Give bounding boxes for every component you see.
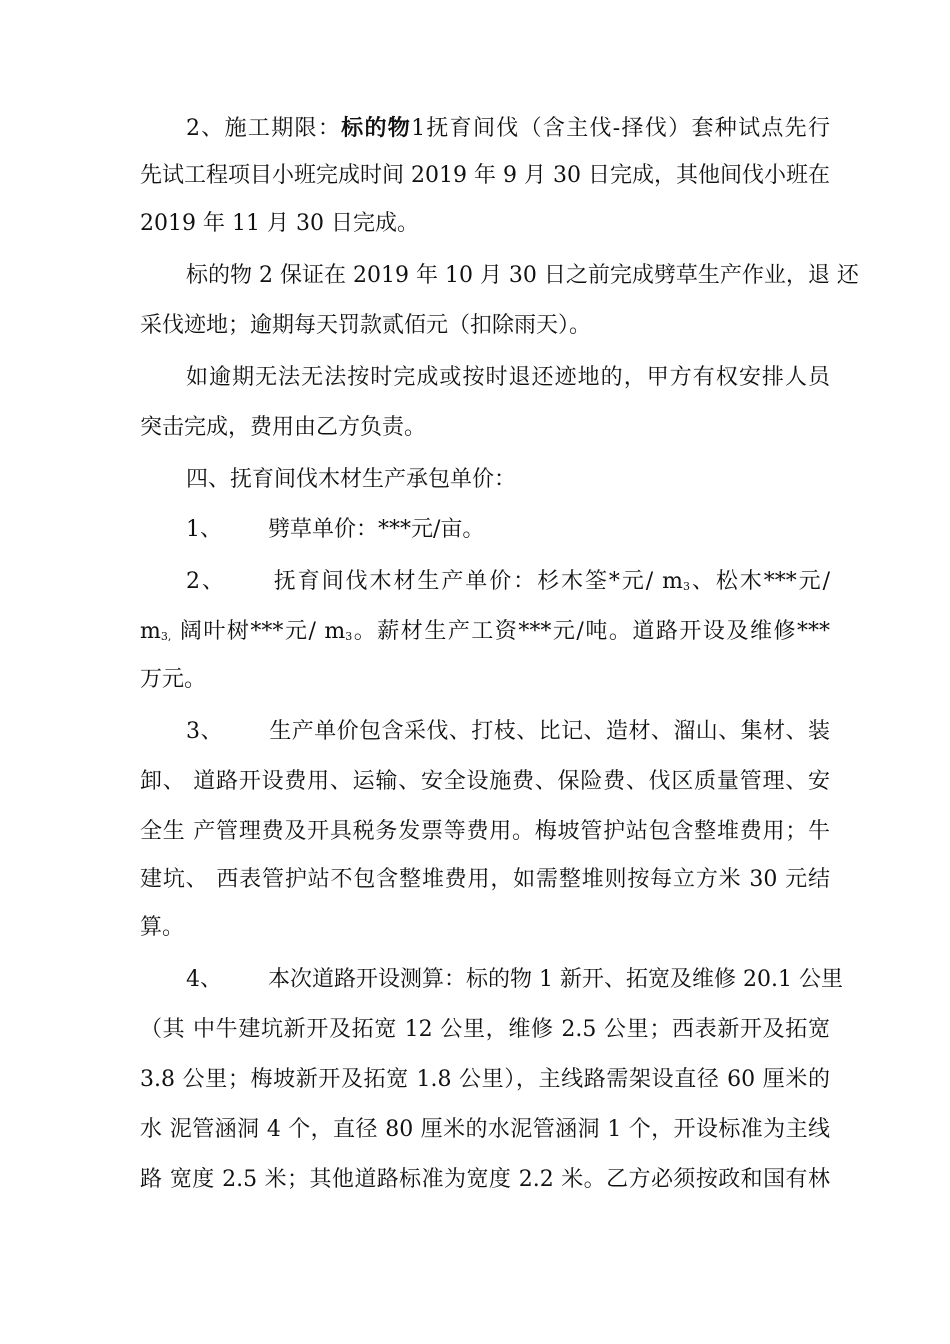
item-2-line-2 bbox=[140, 617, 830, 652]
p2-line-1: 标的物 2 保证在 2019 年 10 月 30 日之前完成劈草生产作业，退 还 bbox=[186, 263, 859, 288]
item-4-line-1 bbox=[140, 965, 843, 995]
p3-line-1: 如逾期无法无法按时完成或按时退还迹地的，甲方有权安排人员 bbox=[186, 365, 830, 390]
item-2-line-1 bbox=[140, 567, 830, 602]
p1-bold-term: 标的物 bbox=[341, 115, 412, 141]
item-1 bbox=[140, 515, 830, 545]
item-3-line-5: 算。 bbox=[140, 915, 185, 940]
item-2-line-3: 万元。 bbox=[140, 667, 207, 692]
p1-line-2: 先试工程项目小班完成时间 2019 年 9 月 30 日完成，其他间伐小班在 bbox=[140, 163, 830, 188]
item-1-text: 劈草单价：***元/亩。 bbox=[268, 517, 485, 542]
item-2-sub-3: 3 bbox=[345, 630, 353, 643]
p1-line-1-rest: 1抚育间伐（含主伐-择伐）套种试点先行 bbox=[411, 116, 830, 141]
p2-line-2: 采伐迹地；逾期每天罚款贰佰元（扣除雨天）。 bbox=[140, 313, 592, 338]
p1-lead: 2、施工期限： bbox=[186, 116, 342, 141]
item-4-number: 4、 bbox=[186, 967, 222, 992]
item-3-text: 生产单价包含采伐、打枝、比记、造材、溜山、集材、装 bbox=[268, 719, 830, 744]
item-4-line-2: （其 中牛建坑新开及拓宽 12 公里，维修 2.5 公里；西表新开及拓宽 bbox=[140, 1017, 830, 1042]
p1-line-1 bbox=[140, 113, 830, 144]
item-2-number: 2、 bbox=[186, 569, 226, 594]
section-4-heading: 四、抚育间伐木材生产承包单价： bbox=[186, 467, 517, 492]
p1-line-3: 2019 年 11 月 30 日完成。 bbox=[140, 211, 419, 236]
item-3-line-2: 卸、 道路开设费用、运输、安全设施费、保险费、伐区质量管理、安 bbox=[140, 769, 830, 794]
item-3-number: 3、 bbox=[186, 719, 223, 744]
item-2-sub-1: 3 bbox=[682, 580, 690, 593]
item-2-unit-m: m bbox=[140, 619, 161, 644]
item-3-line-1 bbox=[140, 717, 830, 747]
item-1-number: 1、 bbox=[186, 517, 222, 542]
item-4-line-4: 水 泥管涵洞 4 个，直径 80 厘米的水泥管涵洞 1 个，开设标准为主线 bbox=[140, 1117, 830, 1142]
item-2-text-a: 抚育间伐木材生产单价：杉木筌*元/ m bbox=[271, 569, 683, 594]
item-4-line-5: 路 宽度 2.5 米；其他道路标准为宽度 2.2 米。乙方必须按政和国有林 bbox=[140, 1167, 830, 1192]
item-2-text-d: 。薪材生产工资***元/吨。道路开设及维修*** bbox=[352, 619, 830, 644]
item-2-sub-2: 3, bbox=[160, 630, 172, 643]
item-3-line-3: 全生 产管理费及开具税务发票等费用。梅坡管护站包含整堆费用；牛 bbox=[140, 819, 830, 844]
item-4-line-3: 3.8 公里；梅坡新开及拓宽 1.8 公里），主线路需架设直径 60 厘米的 bbox=[140, 1067, 830, 1092]
item-3-line-4: 建坑、 西表管护站不包含整堆费用，如需整堆则按每立方米 30 元结 bbox=[140, 867, 830, 892]
p3-line-2: 突击完成，费用由乙方负责。 bbox=[140, 415, 427, 440]
item-4-text: 本次道路开设测算：标的物 1 新开、拓宽及维修 20.1 公里 bbox=[268, 967, 843, 992]
item-2-text-b: 、松木***元/ bbox=[689, 569, 830, 594]
item-2-text-c: 阔叶树***元/ m bbox=[171, 619, 346, 644]
